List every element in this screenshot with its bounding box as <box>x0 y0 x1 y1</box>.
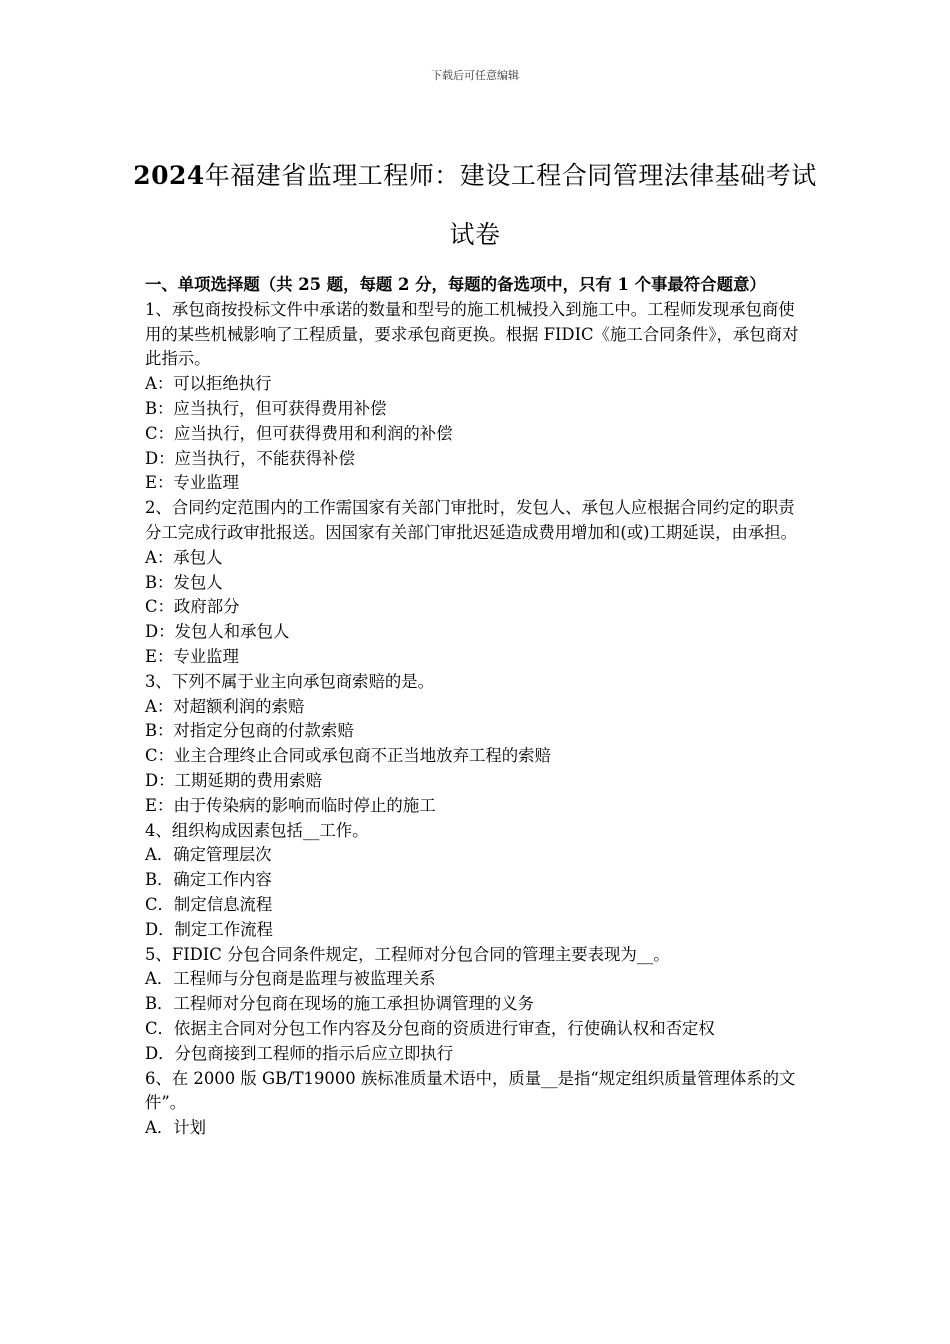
question-6 <box>145 1067 807 1141</box>
question-stem: 4、组织构成因素包括__工作。 <box>145 820 369 840</box>
option: C．制定信息流程 <box>145 894 273 914</box>
option: D：工期延期的费用索赔 <box>145 770 323 790</box>
option: D．分包商接到工程师的指示后应立即执行 <box>145 1043 454 1063</box>
title-year: 2024 <box>133 161 205 190</box>
option: B：发包人 <box>145 572 223 592</box>
option: E：专业监理 <box>145 646 239 666</box>
question-stem: 6、在 2000 版 GB/T19000 族标准质量术语中，质量__是指“规定组织质量管理体系的文件”。 <box>145 1068 796 1113</box>
option: A．计划 <box>145 1118 207 1138</box>
question-3 <box>145 670 807 819</box>
option: A：对超额利润的索赔 <box>145 696 305 716</box>
option: A．工程师与分包商是监理与被监理关系 <box>145 969 436 989</box>
option: B：对指定分包商的付款索赔 <box>145 721 354 741</box>
question-stem: 1、承包商按投标文件中承诺的数量和型号的施工机械投入到施工中。工程师发现承包商使用的某些机械影响了工程质量，要求承包商更换。根据 FIDIC《施工合同条件》，承包商对此指示。 <box>145 299 799 369</box>
question-4 <box>145 819 807 943</box>
document-title <box>130 146 820 264</box>
option: C：政府部分 <box>145 597 240 617</box>
option: C：业主合理终止合同或承包商不正当地放弃工程的索赔 <box>145 746 551 766</box>
question-stem: 2、合同约定范围内的工作需国家有关部门审批时，发包人、承包人应根据合同约定的职责分工完成行政审批报送。因国家有关部门审批迟延造成费用增加和(或)工期延误，由承担。 <box>145 498 798 542</box>
question-2 <box>145 496 807 670</box>
section-heading: 一、单项选择题（共 25 题，每题 2 分，每题的备选项中，只有 1 个事最符合题意） <box>145 275 766 294</box>
option: A．确定管理层次 <box>145 845 272 865</box>
question-stem: 5、FIDIC 分包合同条件规定，工程师对分包合同的管理主要表现为__。 <box>145 944 670 964</box>
option: D：发包人和承包人 <box>145 622 290 642</box>
option: A：承包人 <box>145 547 223 567</box>
option: B．工程师对分包商在现场的施工承担协调管理的义务 <box>145 994 535 1014</box>
option: A：可以拒绝执行 <box>145 374 272 394</box>
header-note: 下载后可任意编辑 <box>431 69 519 82</box>
option: C：应当执行，但可获得费用和利润的补偿 <box>145 423 453 443</box>
option: B：应当执行，但可获得费用补偿 <box>145 398 387 418</box>
option: B．确定工作内容 <box>145 870 272 890</box>
question-stem: 3、下列不属于业主向承包商索赔的是。 <box>145 671 435 691</box>
option: D：应当执行，不能获得补偿 <box>145 448 355 468</box>
option: C．依据主合同对分包工作内容及分包商的资质进行审查，行使确认权和否定权 <box>145 1018 715 1038</box>
document-body <box>145 273 807 1141</box>
option: D．制定工作流程 <box>145 919 273 939</box>
option: E：由于传染病的影响而临时停止的施工 <box>145 795 436 815</box>
question-1 <box>145 298 807 496</box>
question-5 <box>145 943 807 1067</box>
option: E：专业监理 <box>145 473 239 493</box>
title-text: 年福建省监理工程师：建设工程合同管理法律基础考试试卷 <box>204 161 817 249</box>
